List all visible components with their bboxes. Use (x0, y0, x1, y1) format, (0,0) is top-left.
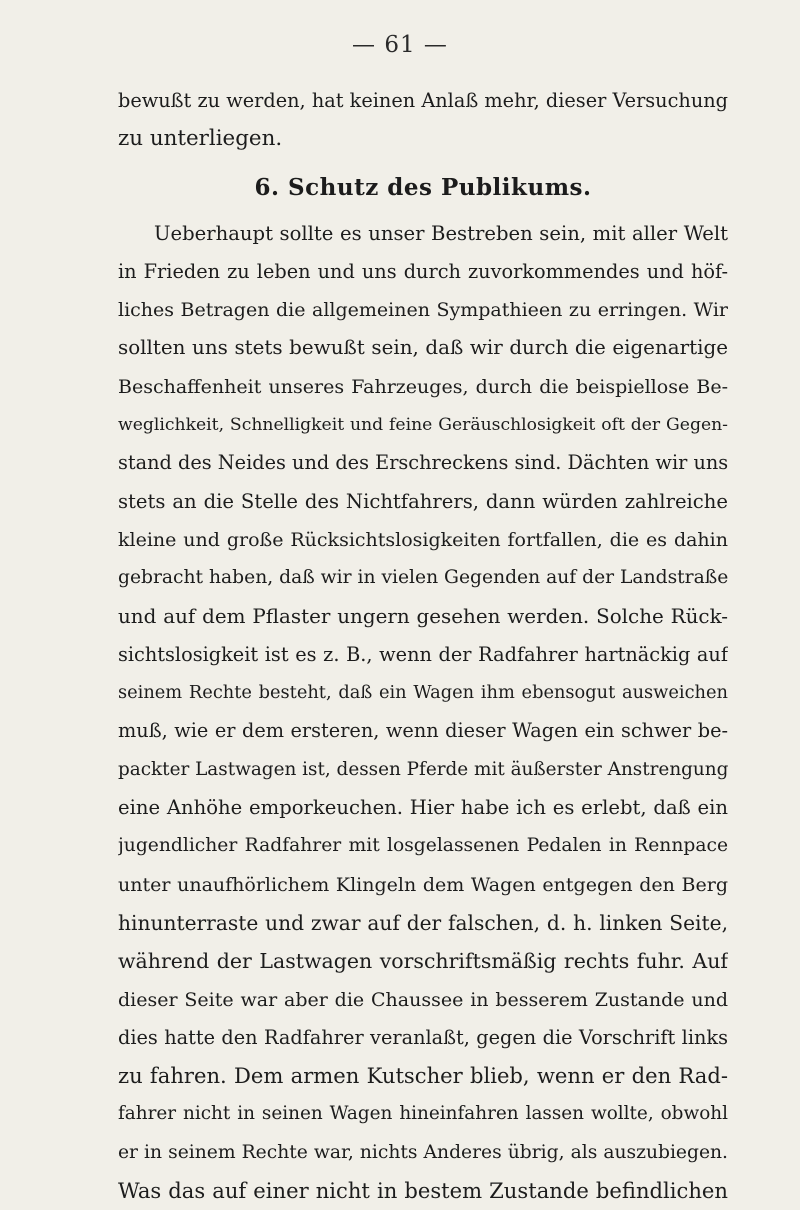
text-line: stets an die Stelle des Nichtfahrers, dann würden zahlreiche (118, 489, 728, 513)
text-line: fahrer nicht in seinen Wagen hineinfahren lassen wollte, obwohl (118, 1103, 728, 1125)
text-line: jugendlicher Radfahrer mit losgelassenen Pedalen in Rennpace (118, 835, 728, 857)
text-line: in Frieden zu leben und uns durch zuvorkommendes und höf- (118, 259, 728, 283)
text-line: Beschaffenheit unseres Fahrzeuges, durch die beispiellose Be- (118, 375, 728, 398)
text-line: liches Betragen die allgemeinen Sympathieen zu erringen. Wir (118, 299, 728, 322)
text-line: unter unaufhörlichem Klingeln dem Wagen entgegen den Berg (118, 873, 728, 896)
paragraph-first-line: Ueberhaupt sollte es unser Bestreben sein, mit aller Welt (154, 221, 728, 245)
text-line: seinem Rechte besteht, daß ein Wagen ihm ebensogut ausweichen (118, 682, 728, 704)
text-line: Was das auf einer nicht in bestem Zustande befindlichen (118, 1178, 728, 1204)
page-number: — 61 — (352, 32, 448, 58)
text-line: eine Anhöhe emporkeuchen. Hier habe ich es erlebt, daß ein (118, 796, 728, 820)
text-line: während der Lastwagen vorschriftsmäßig rechts fuhr. Auf (118, 949, 728, 974)
text-line: zu fahren. Dem armen Kutscher blieb, wenn er den Rad- (118, 1063, 728, 1089)
text-line: muß, wie er dem ersteren, wenn dieser Wagen ein schwer be- (118, 719, 728, 743)
text-line: zu unterliegen. (118, 126, 283, 152)
text-line: gebracht haben, daß wir in vielen Gegenden auf der Landstraße (118, 567, 728, 589)
text-line: sichtslosigkeit ist es z. B., wenn der Radfahrer hartnäckig auf (118, 642, 728, 666)
text-line: bewußt zu werden, hat keinen Anlaß mehr, dieser Versuchung (118, 89, 728, 112)
text-line: kleine und große Rücksichtslosigkeiten fortfallen, die es dahin (118, 528, 728, 551)
text-line: er in seinem Rechte war, nichts Anderes übrig, als auszubiegen. (118, 1141, 728, 1163)
page-text (118, 82, 728, 1210)
text-line: stand des Neides und des Erschreckens sind. Dächten wir uns (118, 451, 728, 475)
text-line: sollten uns stets bewußt sein, daß wir durch die eigenartige (118, 336, 728, 360)
text-line: hinunterraste und zwar auf der falschen, d. h. linken Seite, (118, 910, 728, 935)
text-line: dieser Seite war aber die Chaussee in besserem Zustande und (118, 988, 728, 1011)
text-line: und auf dem Pflaster ungern gesehen werden. Solche Rück- (118, 604, 728, 628)
text-line: weglichkeit, Schnelligkeit und feine Geräuschlosigkeit oft der Gegen- (118, 415, 728, 436)
section-heading: 6. Schutz des Publikums. (254, 173, 592, 201)
text-line: dies hatte den Radfahrer veranlaßt, gegen die Vorschrift links (118, 1025, 728, 1049)
text-line: packter Lastwagen ist, dessen Pferde mit äußerster Anstrengung (118, 758, 728, 780)
